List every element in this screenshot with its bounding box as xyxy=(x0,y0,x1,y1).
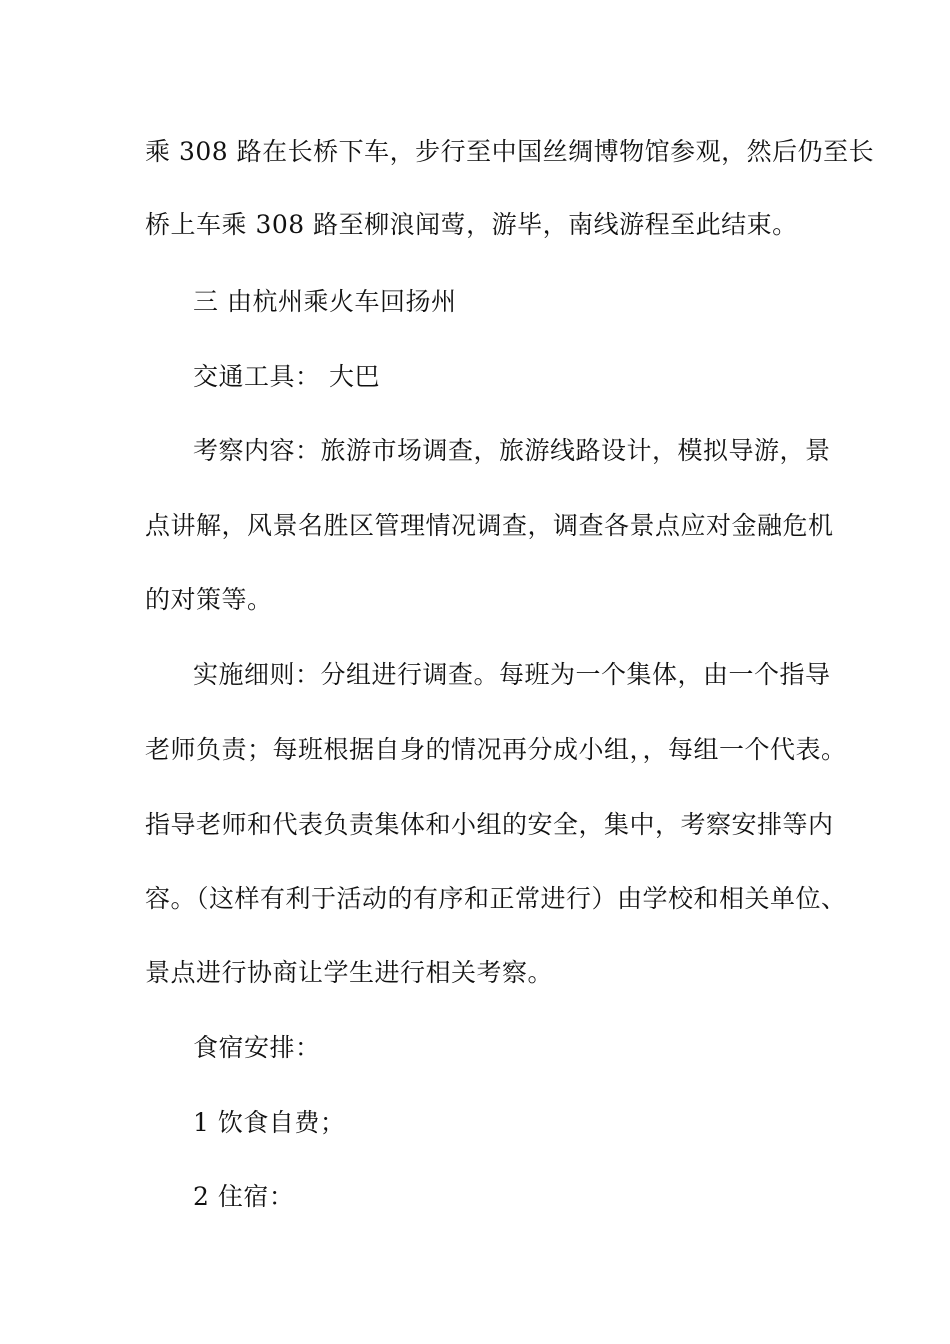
paragraph-line: 老师负责；每班根据自身的情况再分成小组，，每组一个代表。 xyxy=(145,735,847,764)
list-item: 1 饮食自费； xyxy=(193,1108,346,1137)
paragraph-line: 乘 308 路在长桥下车，步行至中国丝绸博物馆参观，然后仍至长 xyxy=(145,137,875,166)
paragraph-line: 桥上车乘 308 路至柳浪闻莺，游毕，南线游程至此结束。 xyxy=(145,210,798,239)
paragraph-line: 实施细则：分组进行调查。每班为一个集体，由一个指导 xyxy=(193,660,831,689)
transport-line: 交通工具： 大巴 xyxy=(193,362,380,391)
paragraph-line: 指导老师和代表负责集体和小组的安全，集中，考察安排等内 xyxy=(145,810,834,839)
section-heading: 食宿安排： xyxy=(193,1033,321,1062)
list-item: 2 住宿： xyxy=(193,1182,295,1211)
paragraph-line: 景点进行协商让学生进行相关考察。 xyxy=(145,958,554,987)
paragraph-line: 点讲解，风景名胜区管理情况调查，调查各景点应对金融危机 xyxy=(145,511,834,540)
paragraph-line: 的对策等。 xyxy=(145,585,273,614)
section-heading: 三 由杭州乘火车回扬州 xyxy=(193,287,457,316)
paragraph-line: 容。（这样有利于活动的有序和正常进行）由学校和相关单位、 xyxy=(145,884,847,913)
paragraph-line: 考察内容：旅游市场调查，旅游线路设计，模拟导游，景 xyxy=(193,436,831,465)
